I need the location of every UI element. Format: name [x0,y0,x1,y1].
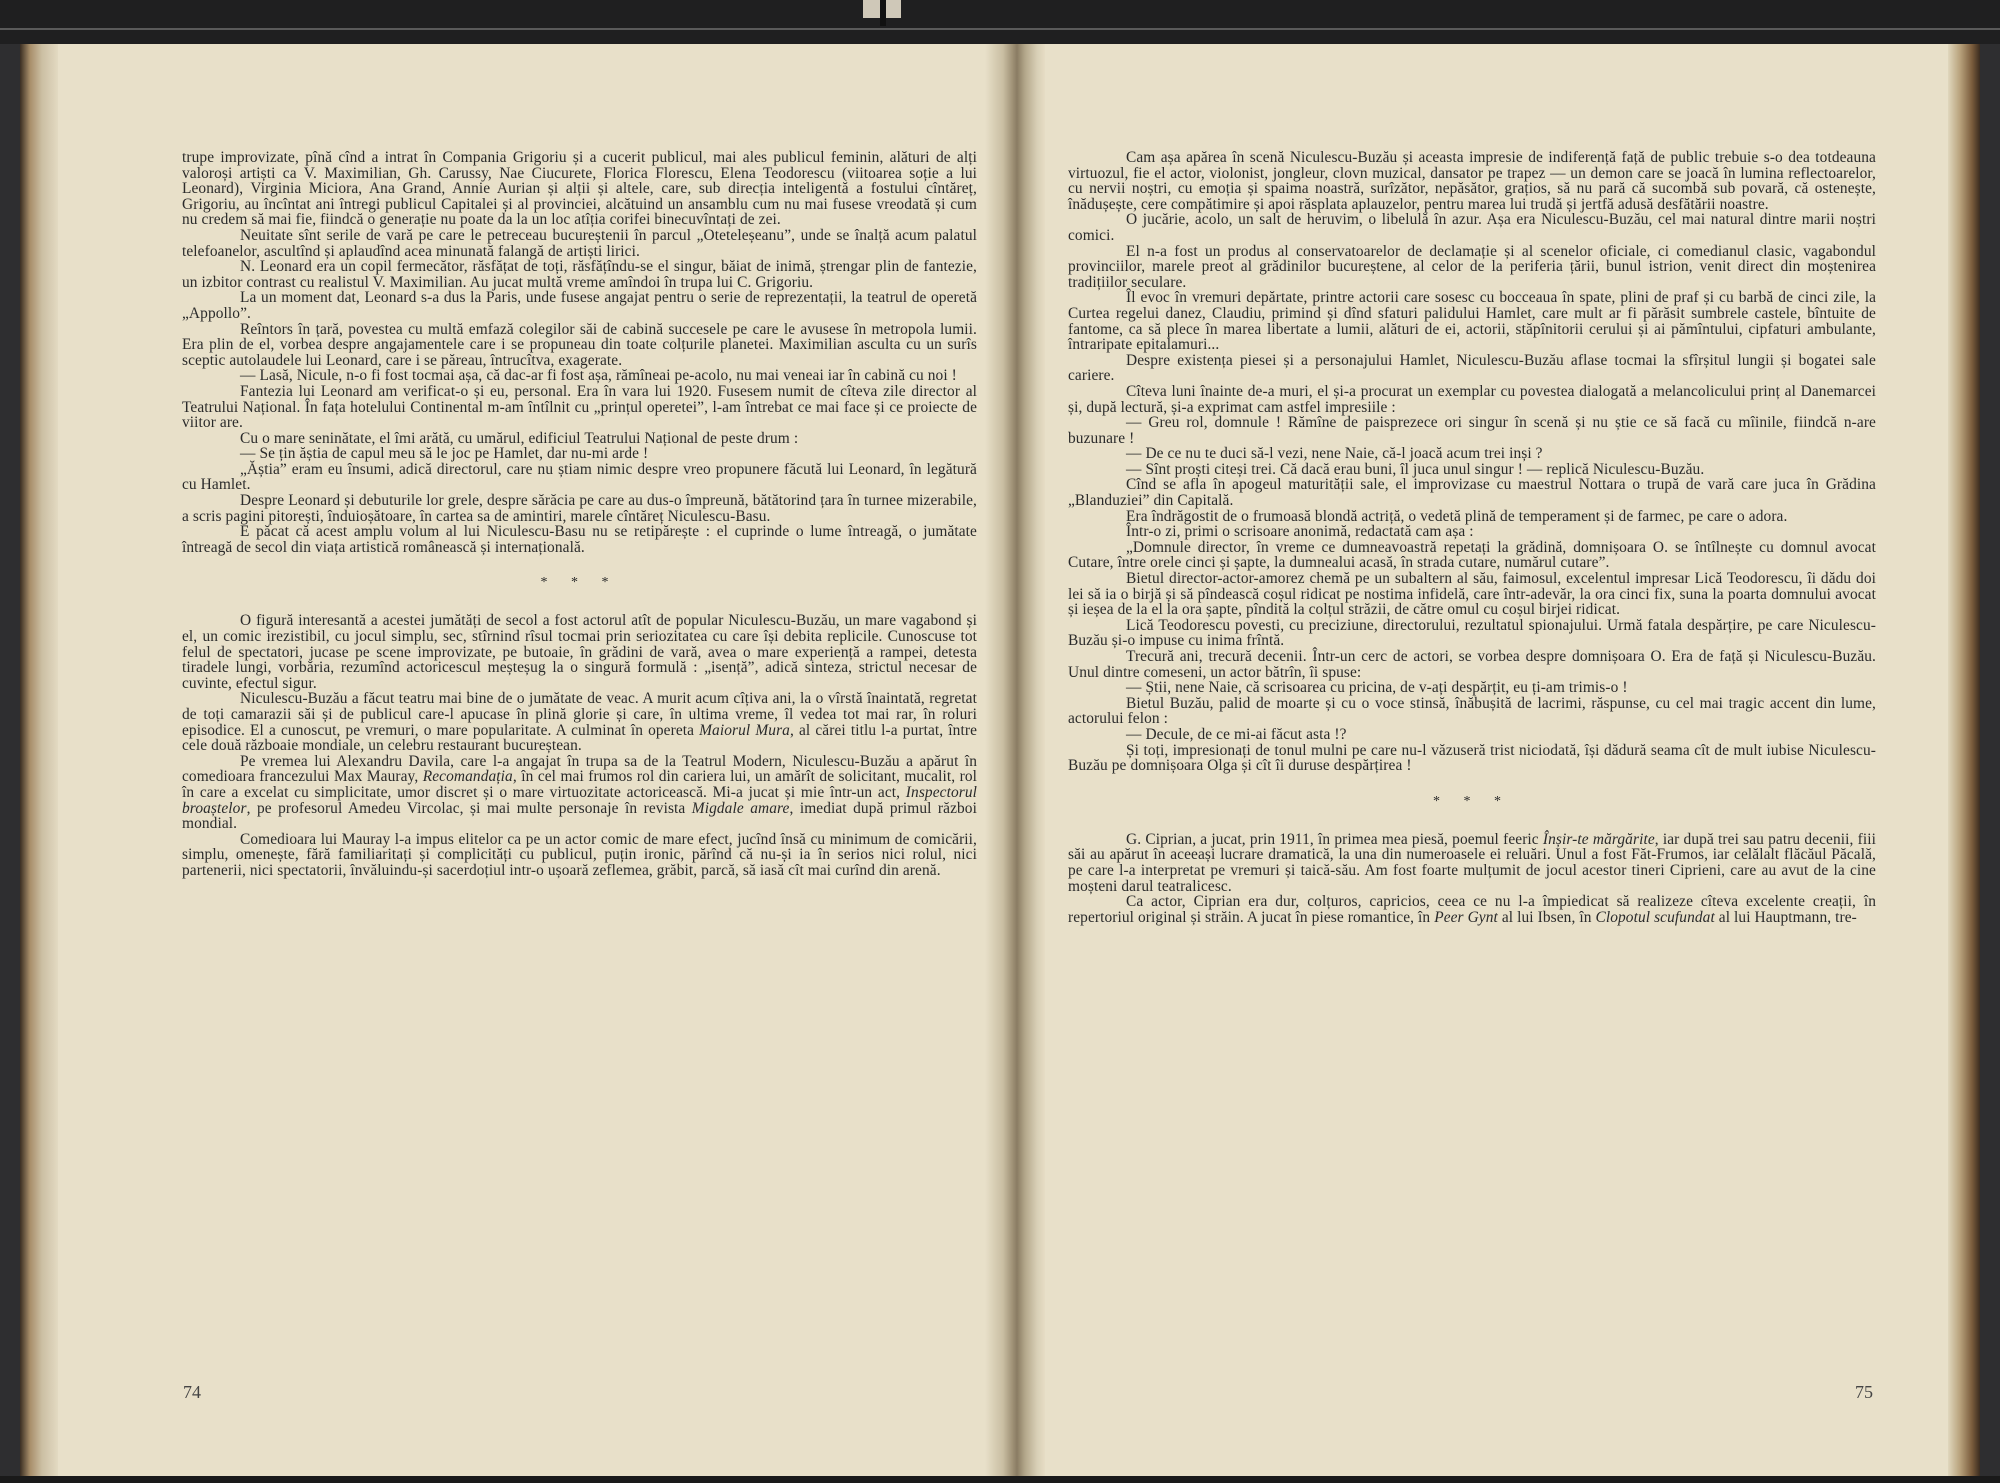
paragraph: N. Leonard era un copil fermecător, răsfățat de toți, răsfățîndu-se el singur, băiat de inimă, ștrengar plin de fantezie, un izbitor contrast cu realistul V. Maximilian. Au jucat multă vreme amîndoi în trupa lui C. Grigoriu. [182,258,977,291]
paragraph: O figură interesantă a acestei jumătăți de secol a fost actorul atît de popular Niculescu-Buzău, un mare vagabond și el, un comic irezistibil, cu jocul simplu, sec, stîrnind rîsul tocmai prin seriozitatea cu care își debita replicile. Cunoscuse tot felul de spectatori, jucase pe scene improvizate, pe butoaie, în grădini de vară, avea o mare experiență a rampei, detesta tiradele lungi, vorbăria, rezumînd actoricescul meșteșug la o singură formulă : „isență”, adică sinteza, strictul necesar de cuvinte, efectul sigur. [182,612,977,692]
paragraph: Despre Leonard și debuturile lor grele, despre sărăcia pe care au dus-o împreună, bătătorind țara în turnee mizerabile, a scris pagini pitorești, înduioșătoare, în cartea sa de amintiri, marele cîntăreț Niculescu-Basu. [182,492,977,525]
right-page-body-after [1068,832,1876,926]
paragraph: Fantezia lui Leonard am verificat-o și eu, personal. Era în vara lui 1920. Fusesem numit de cîteva zile director al Teatrului Național. În fața hotelului Continental m-am întîlnit cu „prințul operetei”, l-am întrebat ce mai face și ce proiecte de viitor are. [182,382,977,432]
paragraph: Comedioara lui Mauray l-a impus elitelor ca pe un actor comic de mare efect, jucînd însă cu minimum de comicării, simplu, omenește, fără familiaritați și complicități cu publicul, puțin ironic, părînd că nu-și ia în serios nici rolul, nici partenerii, nici spectatorii, învăluindu-și sacerdoțiul intr-o ușoară zeflemea, grăbit, parcă, să iasă cît mai curînd din arenă. [182,830,977,879]
page-number-right: 75 [1855,1382,1873,1402]
left-page [182,150,977,879]
paragraph: Cam așa apărea în scenă Niculescu-Buzău și aceasta impresie de indiferență față de public trebuie s-o dea totdeauna virtuozul, fie el actor, violonist, jongleur, clovn muzical, dansator pe trapez — un demon care se joacă în lumina reflectoarelor, cu nervii noștri, cu emoția și spaima noastră, surîzător, nepăsător, grațios, să nu pară că sucombă sub povară, că ostenește, înădușește, cere compătimire și apoi răsplata aplauzelor, pentru marea lui trudă și jertfă adusă desfătării noastre. [1068,149,1876,213]
paragraph: Îl evoc în vremuri depărtate, printre actorii care sosesc cu bocceaua în spate, plini de praf și cu barbă de cinci zile, la Curtea regelui danez, Claudiu, primind și dînd sfaturi palidului Hamlet, care mult ar fi părăsit sumbrele castele, bîntuite de fantome, ca să plece în marea libertate a lumii, alături de ei, actorii, stăpînitorii cerului și ai pămîntului, cipfaturi ambulante, întraripate epitalamuri... [1068,289,1876,354]
paragraph: Cu o mare seninătate, el îmi arătă, cu umărul, edificiul Teatrului Național de peste drum : [240,429,799,447]
italic-title: Inspectorul broaștelor [182,783,977,817]
paragraph: — Se țin ăștia de capul meu să le joc pe Hamlet, dar nu-mi arde ! [240,445,649,463]
italic-title: Înșir-te mărgărite [1542,830,1655,848]
paragraph: — Lasă, Nicule, n-o fi fost tocmai așa, că dac-ar fi fost așa, rămîneai pe-acolo, nu mai veneai iar în cabină cu noi ! [240,367,957,385]
right-page-edge [1948,44,1980,1476]
paragraph: La un moment dat, Leonard s-a dus la Paris, unde fusese angajat pentru o serie de reprezentații, la teatrul de operetă „Appollo”. [182,289,977,322]
paragraph: Și toți, impresionați de tonul mulni pe care nu-l văzuseră trist niciodată, își dădură seama cît de mult iubise Niculescu-Buzău pe domnișoara Olga și cît îi duruse despărțirea ! [1068,741,1876,775]
paragraph: O jucărie, acolo, un salt de heruvim, o libelulă în azur. Așa era Niculescu-Buzău, cel mai natural dintre marii noștri comici. [1068,211,1876,244]
paragraph: Pe vremea lui Alexandru Davila, care l-a angajat în trupa sa de la Teatrul Modern, Niculescu-Buzău a apărut în comedioara francezului Max Mauray, Recomandația, în cel mai frumos rol din cariera lui, un amărît de solicitant, mucalit, rol în care a excelat cu simplicitate, umor discret și o mare virtuozitate actoricească. Mi-a jucat și mie într-un act, Inspectorul broaștelor, pe profesorul Amedeu Vircolac, și mai multe personaje în revista Migdale amare, imediat după primul război mondial. [182,752,977,833]
italic-title: Peer Gynt [1434,908,1498,926]
italic-title: Recomandația [422,768,513,786]
right-page [1068,150,1876,925]
paragraph: — Știi, nene Naie, că scrisoarea cu pricina, de v-ați despărțit, eu ți-am trimis-o ! [1126,679,1628,697]
paragraph: Neuitate sînt serile de vară pe care le petreceau bucureștenii în parcul „Oteteleșeanu”, unde se înalță acum palatul telefoanelor, ascultînd și aplaudînd acea minunată falangă de artiști lirici. [182,226,977,260]
paragraph: E păcat că acest amplu volum al lui Niculescu-Basu nu se retipărește : el cuprinde o lume întreagă, o jumătate întreagă de secol din viața artistică românească și internațională. [182,523,977,556]
paragraph: Ca actor, Ciprian era dur, colțuros, capricios, ceea ce nu l-a împiedicat să realizeze cîteva excelente creații, în repertoriul original și străin. A jucat în piese romantice, în Peer Gynt al lui Ibsen, în Clopotul scufundat al lui Hauptmann, tre- [1068,893,1876,926]
paragraph: Reîntors în țară, povestea cu multă emfază colegilor săi de cabină succesele pe care le avusese în metropola lumii. Era plin de el, vorbea despre angajamentele care i se propuneau din toate colțurile planetei. Maximilian asculta cu un surîs sceptic autolaudele lui Leonard, care i se păreau, întrucîtva, exagerate. [182,320,977,369]
paragraph: Despre existența piesei și a personajului Hamlet, Niculescu-Buzău aflase tocmai la sfîrșitul lungii și bogatei sale cariere. [1068,351,1876,385]
left-page-body-after [182,613,977,878]
left-page-edge [20,44,58,1476]
paragraph: trupe improvizate, pînă cînd a intrat în Compania Grigoriu și a cucerit publicul, mai ales publicul feminin, alături de alți valoroși artiști ca V. Maximilian, Gh. Carussy, Nae Ciucurete, Florica Florescu, Elena Teodorescu (viitoarea soție a lui Leonard), Virginia Miciora, Ana Grand, Annie Aurian și alții și altele, care, sub direcția inteligentă a fostului cîntăreț, Grigoriu, au încîntat ani întregi publicul Capitalei și al provinciei, alcătuind un ansamblu cum nu mai fusese vreodată și cum nu credem să mai fie, fiindcă o generație nu poate da la un loc atîția corifei binecuvîntați de zei. [182,149,977,229]
italic-title: Clopotul scufundat [1595,908,1715,926]
paragraph: — Sînt proști citeși trei. Că dacă erau buni, îl juca unul singur ! — replică Niculescu-Buzău. [1126,460,1705,478]
paragraph: Bietul director-actor-amorez chemă pe un subaltern al său, faimosul, excelentul impresar Lică Teodorescu, îi dădu doi lei să ia o birjă și să pîndească coșul ridicat pe nostima infidelă, care într-adevăr, la ora cinci fix, suna la poarta domnului avocat și ieșea de la el la ora șapte, pîndită la colțul străzii, de către omul cu coșul birjei ridicat. [1068,570,1876,619]
paragraph: Niculescu-Buzău a făcut teatru mai bine de o jumătate de veac. A murit acum cîțiva ani, la o vîrstă înaintată, regretat de toți camarazii săi și de publicul care-l apucase în plină glorie și care, în ultima vreme, îl vedea tot mai rar, în roluri episodice. El a cunoscut, pe vremuri, o mare popularitate. A culminat în opereta Maiorul Mura, al cărei titlu l-a purtat, între cele două războaie mondiale, un celebru restaurant bucureștean. [182,690,978,755]
paragraph: — Greu rol, domnule ! Rămîne de paisprezece ori singur în scenă și nu știe ce să facă cu mîinile, fiindcă n-are buzunare ! [1068,414,1876,447]
italic-title: Maiorul Mura [699,721,790,739]
top-edge [0,0,2000,44]
section-separator: * * * [540,575,619,591]
left-page-body [182,150,977,555]
paragraph: Într-o zi, primi o scrisoare anonimă, redactată cam așa : [1126,523,1474,541]
right-page-body [1068,150,1876,774]
paragraph: — De ce nu te duci să-l vezi, nene Naie, că-l joacă acum trei inși ? [1126,445,1543,463]
italic-title: Migdale amare [691,799,790,817]
paragraph: Era îndrăgostit de o frumoasă blondă actriță, o vedetă plină de temperament și de farmec, pe care o adora. [1126,507,1788,525]
paragraph: Lică Teodorescu povesti, cu preciziune, directorului, rezultatul spionajului. Urmă fatala despărțire, pe care Niculescu-Buzău și-o impuse cu inima frîntă. [1068,616,1876,650]
bookmark-ribbon [880,0,886,26]
page-number-left: 74 [183,1382,201,1402]
book-spine-gutter [985,44,1045,1476]
section-separator: * * * [1433,793,1511,809]
paragraph: Trecură ani, trecură decenii. Într-un cerc de actori, se vorbea despre domnișoara O. Era de față și Niculescu-Buzău. Unul dintre comeseni, un actor bătrîn, îi spuse: [1068,648,1876,681]
paragraph: El n-a fost un produs al conservatoarelor de declamație și al scenelor oficiale, ci comedianul clasic, vagabondul provinciilor, marele preot al grădinilor bucureștene, al celor de la periferia țării, bunul istrion, venit direct din moștenirea tradițiilor seculare. [1068,242,1876,291]
paragraph: — Decule, de ce mi-ai făcut asta !? [1126,725,1347,743]
paragraph: „Domnule director, în vreme ce dumneavoastră repetați la grădină, domnișoara O. se întîlnește cu domnul avocat Cutare, între orele cinci și șapte, la dumnealui acasă, în strada cutare, numărul cutare”. [1068,538,1876,572]
bottom-edge [0,1476,2000,1483]
paragraph: Bietul Buzău, palid de moarte și cu o voce stinsă, înăbușită de lacrimi, răspunse, cu cel mai tragic accent din lume, actorului felon : [1068,694,1876,728]
paragraph: Cîteva luni înainte de-a muri, el și-a procurat un exemplar cu povestea dialogată a melancolicului prinț al Danemarcei și, după lectură, și-a exprimat cam astfel impresiile : [1068,382,1876,416]
paragraph: Cînd se afla în apogeul maturității sale, el improvizase cu maestrul Nottara o trupă de vară care juca în Grădina „Blanduziei” din Capitală. [1068,476,1876,510]
paragraph: „Ăștia” eram eu însumi, adică directorul, care nu știam nimic despre vreo propunere făcută lui Leonard, în legătură cu Hamlet. [182,460,977,494]
paragraph: G. Ciprian, a jucat, prin 1911, în primea mea piesă, poemul feeric Înșir-te mărgărite, iar după trei sau patru decenii, fiii săi au apărut în aceeași lucrare dramatică, la una din numeroasele ei reluări. Unul a fost Făt-Frumos, iar celălalt flăcăul Păcală, pe care l-a interpretat pe vremuri și taică-său. Am fost foarte mulțumit de jocul acestor tineri Ciprieni, care au avut de la cine moșteni darul teatralicesc. [1068,830,1876,895]
